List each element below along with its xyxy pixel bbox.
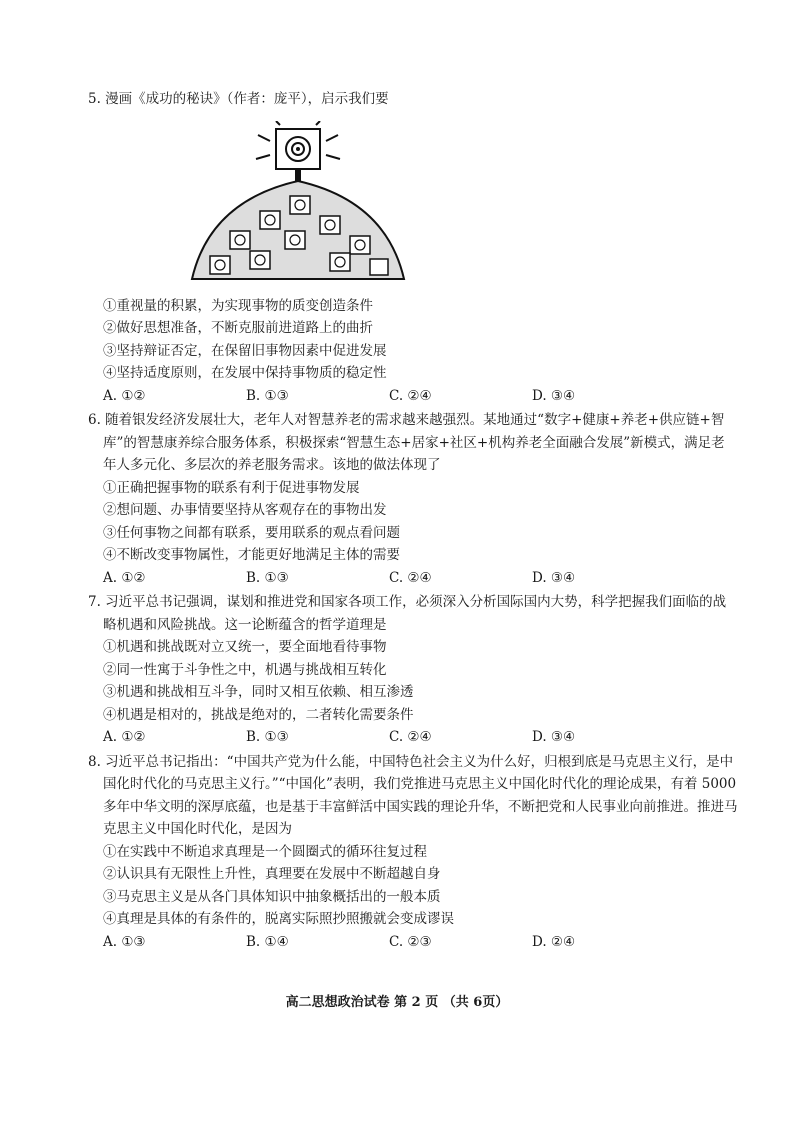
question-stem: 6. 随着银发经济发展壮大，老年人对智慧养老的需求越来越强烈。某地通过“数字+健康+养老+供应链+智库”的智慧康养综合服务体系，积极探索“智慧生态+居家+社区+机构养老全面融合发展”新模式，满足老年人多元化、多层次的养老服务需求。该地的做法体现了 bbox=[88, 412, 725, 473]
page-footer: 高二思想政治试卷 第 2 页 （共 6页） bbox=[285, 995, 509, 1010]
answer-choice: B. ①③ bbox=[246, 729, 289, 745]
statement-option: ④坚持适度原则，在发展中保持事物质的稳定性 bbox=[103, 365, 387, 381]
statement-option: ④真理是具体的有条件的，脱离实际照抄照搬就会变成谬误 bbox=[103, 911, 454, 927]
comic-success-secret-image bbox=[190, 121, 410, 283]
statement-option: ③坚持辩证否定，在保留旧事物因素中促进发展 bbox=[103, 342, 387, 359]
question-5 bbox=[88, 88, 738, 407]
statement-option: ④不断改变事物属性，才能更好地满足主体的需要 bbox=[103, 547, 400, 563]
answer-choice: B. ①③ bbox=[246, 387, 289, 404]
answer-choice: C. ②④ bbox=[389, 729, 432, 745]
statement-option: ①正确把握事物的联系有利于促进事物发展 bbox=[103, 479, 360, 496]
answer-choice: A. ①③ bbox=[103, 933, 146, 950]
answer-choice: D. ③④ bbox=[532, 729, 576, 745]
question-stem: 5. 漫画《成功的秘诀》（作者：庞平），启示我们要 bbox=[88, 91, 389, 107]
answer-choice: D. ②④ bbox=[532, 933, 576, 950]
question-stem: 7. 习近平总书记强调，谋划和推进党和国家各项工作，必须深入分析国际国内大势，科学把握我们面临的战略机遇和风险挑战。这一论断蕴含的哲学道理是 bbox=[88, 594, 727, 633]
statement-option: ③任何事物之间都有联系，要用联系的观点看问题 bbox=[103, 524, 400, 541]
answer-choices bbox=[88, 385, 738, 408]
answer-choice: A. ①② bbox=[103, 729, 146, 745]
page-content bbox=[88, 0, 738, 953]
statement-option: ①重视量的积累，为实现事物的质变创造条件 bbox=[103, 297, 373, 314]
answer-choice: C. ②③ bbox=[389, 933, 432, 950]
statement-option: ②做好思想准备，不断克服前进道路上的曲折 bbox=[103, 320, 373, 336]
answer-choices bbox=[88, 726, 738, 749]
statement-option: ③机遇和挑战相互斗争，同时又相互依赖、相互渗透 bbox=[103, 684, 414, 700]
statement-option: ①机遇和挑战既对立又统一，要全面地看待事物 bbox=[103, 639, 387, 655]
answer-choices bbox=[88, 567, 738, 590]
answer-choice: D. ③④ bbox=[532, 387, 576, 404]
statement-option: ③马克思主义是从各门具体知识中抽象概括出的一般本质 bbox=[103, 888, 441, 905]
answer-choice: B. ①③ bbox=[246, 569, 289, 586]
answer-choice: C. ②④ bbox=[389, 387, 432, 404]
answer-choice: C. ②④ bbox=[389, 569, 432, 586]
question-7 bbox=[88, 591, 738, 749]
statement-option: ②同一性寓于斗争性之中，机遇与挑战相互转化 bbox=[103, 661, 387, 678]
statement-option: ②认识具有无限性上升性，真理要在发展中不断超越自身 bbox=[103, 866, 441, 882]
statement-option: ①在实践中不断追求真理是一个圆圈式的循环往复过程 bbox=[103, 843, 427, 860]
question-stem: 8. 习近平总书记指出：“中国共产党为什么能，中国特色社会主义为什么好，归根到底是马克思主义行，是中国化时代化的马克思主义行。”“中国化”表明，我们党推进马克思主义中国化时代化的理论成果，有着 5000 多年中华文明的深厚底蕴，也是基于丰富鲜活中国实践的理论升华，不断把党和人民事业向前推进。推进马克思主义中国化时代化，是因为 bbox=[88, 753, 738, 837]
question-6 bbox=[88, 409, 738, 589]
answer-choice: A. ①② bbox=[103, 569, 146, 586]
answer-choices bbox=[88, 931, 738, 954]
question-8 bbox=[88, 751, 738, 954]
statement-option: ②想问题、办事情要坚持从客观存在的事物出发 bbox=[103, 502, 387, 518]
answer-choice: B. ①④ bbox=[246, 933, 289, 950]
answer-choice: D. ③④ bbox=[532, 569, 576, 586]
statement-option: ④机遇是相对的，挑战是绝对的，二者转化需要条件 bbox=[103, 706, 414, 723]
answer-choice: A. ①② bbox=[103, 387, 146, 404]
